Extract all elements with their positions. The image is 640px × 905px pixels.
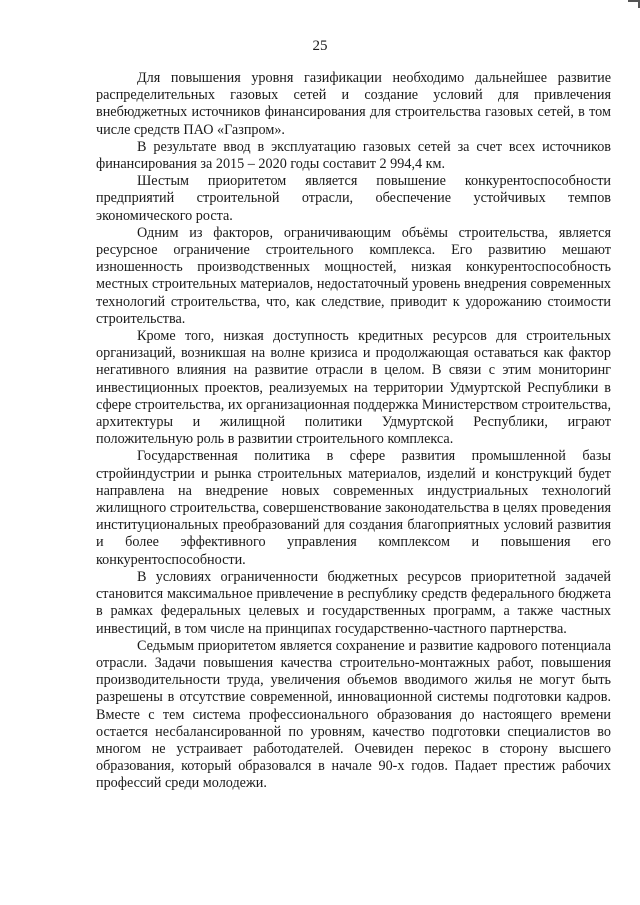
paragraph-sixth-priority: Шестым приоритетом является повышение конкурентоспособности предприятий строительной отрасли, обеспечение устойчивых темпов экономического роста. (96, 173, 611, 224)
paragraph-state-policy: Государственная политика в сфере развития промышленной базы стройиндустрии и рынка строительных материалов, изделий и конструкций будет направлена на внедрение новых современных индустриальных технологий жилищного строительства, совершенствование законодательства в целях проведения институциональных преобразований для создания благоприятных условий развития и более эффективного управления комплексом и повышения его конкурентоспособности. (96, 448, 611, 568)
scan-corner-mark (628, 0, 640, 8)
paragraph-credit-resources: Кроме того, низкая доступность кредитных ресурсов для строительных организаций, возникшая на волне кризиса и продолжающая оставаться как фактор негативного влияния на развитие отрасли в целом. В связи с этим мониторинг инвестиционных проектов, реализуемых на территории Удмуртской Республики в сфере строительства, их организационная поддержка Министерством строительства, архитектуры и жилищной политики Удмуртской Республики, играют положительную роль в развитии строительного комплекса. (96, 328, 611, 448)
paragraph-gasification: Для повышения уровня газификации необходимо дальнейшее развитие распределительных газовых сетей и создание условий для привлечения внебюджетных источников финансирования для строительства газовых сетей, в том числе средств ПАО «Газпром». (96, 70, 611, 138)
document-body (96, 70, 611, 793)
page-number: 25 (312, 38, 328, 54)
paragraph-seventh-priority: Седьмым приоритетом является сохранение и развитие кадрового потенциала отрасли. Задачи повышения качества строительно-монтажных работ, повышения производительности труда, увеличения объемов вводимого жилья не могут быть разрешены в отсутствие современной, инновационной системы подготовки кадров. Вместе с тем система профессионального образования до настоящего времени остается несбалансированной по уровням, качество подготовки специалистов во многом не устраивает работодателей. Очевиден перекос в сторону высшего образования, который образовался в начале 90-х годов. Падает престиж рабочих профессий среди молодежи. (96, 637, 611, 792)
paragraph-construction-limits: Одним из факторов, ограничивающим объёмы строительства, является ресурсное ограничение строительного комплекса. Его развитию мешают изношенность производственных мощностей, низкая конкурентоспособность местных строительных материалов, недостаточный уровень внедрения современных технологий строительства, что, как следствие, приводит к удорожанию стоимости строительства. (96, 224, 611, 327)
paragraph-gas-networks-commissioning: В результате ввод в эксплуатацию газовых сетей за счет всех источников финансирования за 2015 – 2020 годы составит 2 994,4 км. (96, 138, 611, 173)
paragraph-budget-constraints: В условиях ограниченности бюджетных ресурсов приоритетной задачей становится максимальное привлечение в республику средств федерального бюджета в рамках федеральных целевых и государственных программ, а также частных инвестиций, в том числе на принципах государственно-частного партнерства. (96, 568, 611, 637)
